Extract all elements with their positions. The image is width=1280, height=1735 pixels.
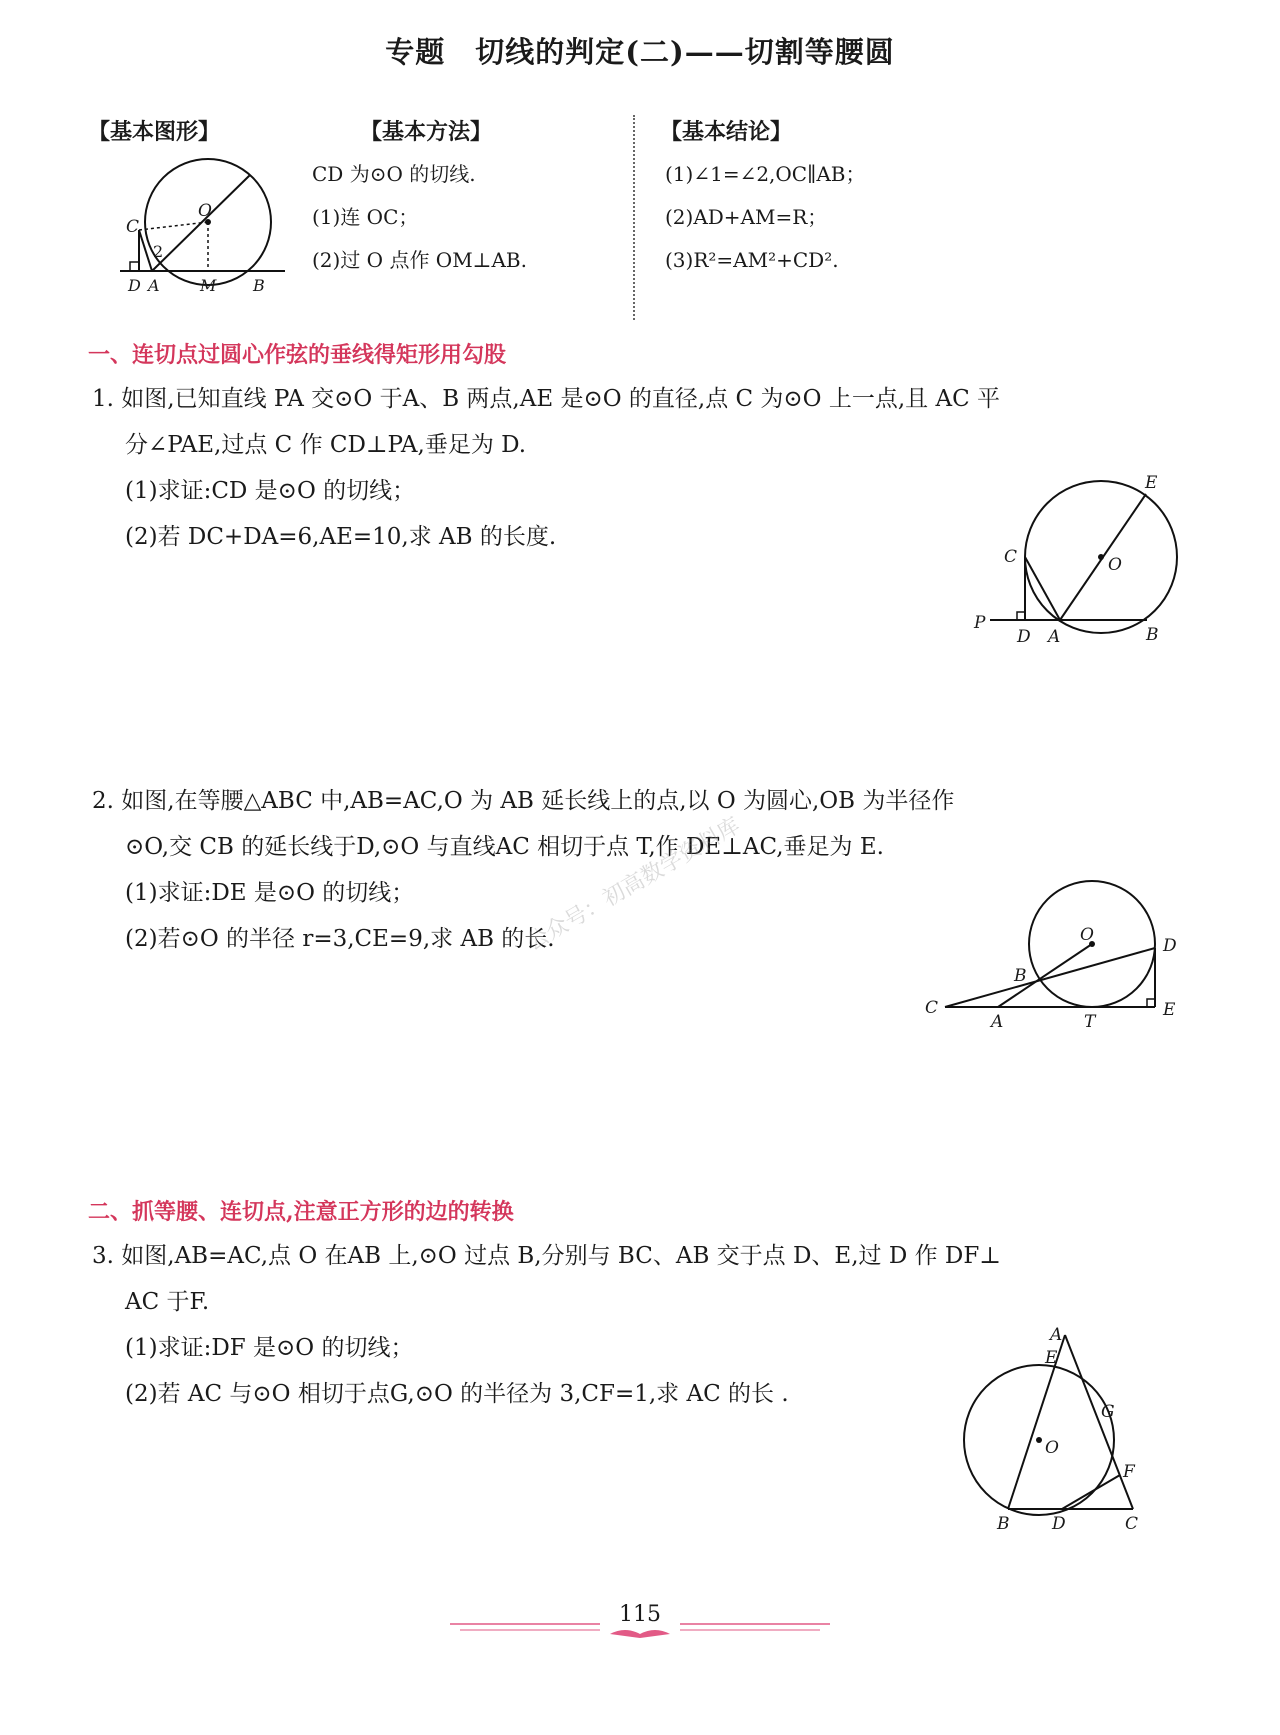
- section-heading-1: 一、连切点过圆心作弦的垂线得矩形用勾股: [88, 342, 507, 368]
- dotted-divider: [633, 115, 635, 320]
- problem-2-part: (2)若⊙O 的半径 r=3,CE=9,求 AB 的长.: [125, 926, 555, 952]
- problem-2-part: (1)求证:DE 是⊙O 的切线；: [125, 880, 415, 906]
- basic-label-c: C: [126, 217, 140, 237]
- method-line: (1)连 OC；: [312, 205, 419, 229]
- basic-conclusion-header: 【基本结论】: [660, 119, 793, 145]
- page-title: 专题 切线的判定(二)——切割等腰圆: [385, 35, 895, 69]
- basic-label-m: M: [200, 276, 217, 295]
- page-number: 115: [619, 1602, 661, 1627]
- problem-3-figure: [945, 1325, 1155, 1535]
- p1-label-e: E: [1145, 473, 1158, 493]
- basic-label-a: A: [148, 276, 160, 295]
- problem-1-stem-line: 1. 如图,已知直线 PA 交⊙O 于A、B 两点,AE 是⊙O 的直径,点 C 为⊙O 上一点,且 AC 平: [92, 386, 1000, 412]
- problem-3-stem-line: AC 于F.: [125, 1289, 210, 1315]
- p1-label-d: D: [1017, 627, 1031, 647]
- conclusion-line: (1)∠1=∠2,OC∥AB；: [665, 162, 866, 186]
- problem-1-part: (1)求证:CD 是⊙O 的切线；: [125, 478, 416, 504]
- problem-2-stem-line: 2. 如图,在等腰△ABC 中,AB=AC,O 为 AB 延长线上的点,以 O 为圆心,OB 为半径作: [92, 788, 955, 814]
- conclusion-line: (2)AD+AM=R；: [665, 205, 828, 229]
- problem-2-stem-line: ⊙O,交 CB 的延长线于D,⊙O 与直线AC 相切于点 T,作 DE⊥AC,垂足为 E.: [125, 834, 884, 860]
- method-line: CD 为⊙O 的切线.: [312, 162, 476, 186]
- p1-label-a: A: [1048, 627, 1061, 647]
- p3-label-c: C: [1125, 1514, 1139, 1534]
- basic-method-header: 【基本方法】: [360, 119, 493, 145]
- section-heading-2: 二、抓等腰、连切点,注意正方形的边的转换: [88, 1199, 514, 1225]
- p2-label-t: T: [1084, 1012, 1096, 1032]
- p3-label-g: G: [1101, 1402, 1115, 1422]
- problem-3-stem-line: 3. 如图,AB=AC,点 O 在AB 上,⊙O 过点 B,分别与 BC、AB 交于点 D、E,过 D 作 DF⊥: [92, 1243, 1001, 1269]
- p3-label-b: B: [997, 1514, 1010, 1534]
- p3-label-d: D: [1052, 1514, 1066, 1534]
- p2-label-c: C: [925, 998, 939, 1018]
- method-line: (2)过 O 点作 OM⊥AB.: [312, 248, 527, 272]
- p2-label-a: A: [991, 1012, 1004, 1032]
- p3-label-f: F: [1123, 1462, 1135, 1482]
- problem-1-part: (2)若 DC+DA=6,AE=10,求 AB 的长度.: [125, 524, 557, 550]
- basic-figure: [110, 150, 290, 295]
- p3-label-a: A: [1050, 1325, 1063, 1345]
- basic-method-list: [312, 153, 527, 282]
- p1-label-b: B: [1146, 625, 1159, 645]
- p2-label-e: E: [1163, 1000, 1176, 1020]
- watermark-text: 公众号：初高数学资料库: [522, 813, 745, 956]
- problem-2-figure: [915, 855, 1185, 1035]
- problem-3-part: (2)若 AC 与⊙O 相切于点G,⊙O 的半径为 3,CF=1,求 AC 的长 .: [125, 1381, 789, 1407]
- p1-label-o: O: [1108, 555, 1122, 575]
- problem-1-stem-line: 分∠PAE,过点 C 作 CD⊥PA,垂足为 D.: [125, 432, 527, 458]
- p2-label-d: D: [1163, 936, 1177, 956]
- p1-label-c: C: [1004, 547, 1018, 567]
- basic-label-angle2: 2: [153, 242, 164, 261]
- basic-label-b: B: [253, 276, 265, 295]
- conclusion-line: (3)R²=AM²+CD².: [665, 248, 839, 272]
- basic-figure-header: 【基本图形】: [88, 119, 221, 145]
- problem-3-part: (1)求证:DF 是⊙O 的切线；: [125, 1335, 414, 1361]
- problem-1-figure: [960, 470, 1180, 660]
- p1-label-p: P: [974, 613, 986, 633]
- basic-label-d: D: [128, 276, 141, 295]
- p2-label-o: O: [1080, 925, 1094, 945]
- basic-label-o: O: [198, 201, 212, 221]
- p3-label-e: E: [1045, 1348, 1058, 1368]
- p2-label-b: B: [1014, 966, 1027, 986]
- p3-label-o: O: [1045, 1438, 1059, 1458]
- basic-conclusion-list: [665, 153, 866, 282]
